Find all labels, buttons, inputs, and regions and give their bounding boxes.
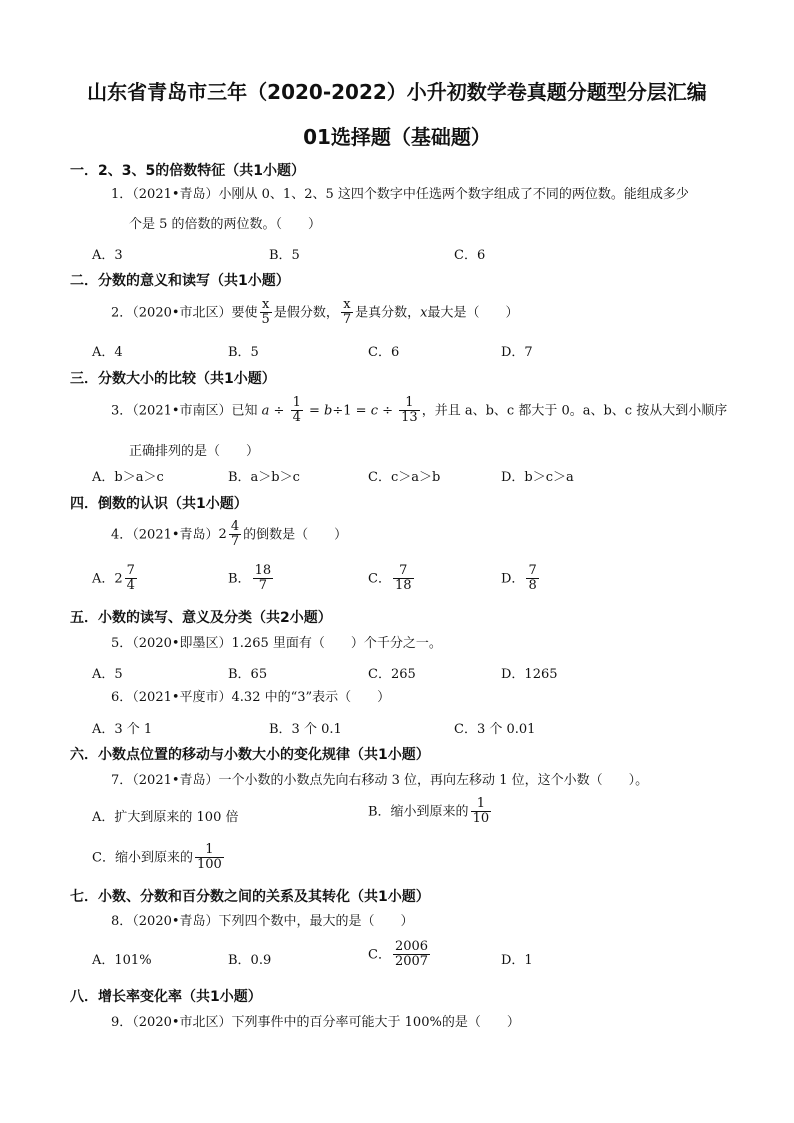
question-2 bbox=[111, 298, 518, 328]
q4-b-fraction bbox=[253, 564, 274, 594]
q4-d-fraction bbox=[526, 564, 538, 594]
q4-a-denominator: 4 bbox=[126, 578, 135, 594]
q4-option-c bbox=[368, 564, 416, 594]
q5-option-d: D．1265 bbox=[501, 667, 558, 682]
q4-fraction bbox=[229, 520, 241, 550]
q2-fraction-1 bbox=[260, 298, 272, 328]
q3-fraction-2 bbox=[399, 396, 420, 426]
q2-fraction-2 bbox=[341, 298, 353, 328]
q3-post: ，并且 a、b、c 都大于 0。a、b、c 按从大到小顺序 bbox=[421, 403, 728, 419]
section-heading-2: 二．分数的意义和读写（共1小题） bbox=[70, 273, 290, 289]
q2-f1-numerator: x bbox=[260, 298, 272, 313]
section-heading-5: 五．小数的读写、意义及分类（共2小题） bbox=[70, 610, 332, 626]
q5-option-a: A．5 bbox=[92, 667, 123, 682]
q4-d-label: D． bbox=[501, 571, 525, 587]
q6-option-b: B．3 个 0.1 bbox=[269, 722, 342, 737]
q8-c-fraction bbox=[393, 940, 430, 970]
q2-option-d: D．7 bbox=[501, 345, 533, 360]
question-1-line-1: 1．（2021•青岛）小刚从 0、1、2、5 这四个数字中任选两个数字组成了不同的两位数。能组成多少 bbox=[111, 187, 689, 202]
q3-div2: ÷ bbox=[377, 403, 398, 419]
q4-c-numerator: 7 bbox=[393, 564, 414, 579]
q3-c: c bbox=[370, 403, 378, 419]
q8-option-b: B．0.9 bbox=[228, 953, 272, 968]
q2-option-a: A．4 bbox=[92, 345, 123, 360]
q2-mid: 是假分数， bbox=[273, 305, 339, 321]
q7-option-a: A．扩大到原来的 100 倍 bbox=[92, 810, 239, 825]
q2-pre: 2．（2020•市北区）要使 bbox=[111, 305, 258, 321]
q8-c-label: C． bbox=[368, 947, 391, 963]
q4-pre: 4．（2021•青岛） bbox=[111, 527, 219, 543]
q4-a-fraction bbox=[125, 564, 137, 594]
q3-option-d: D．b＞c＞a bbox=[501, 470, 574, 485]
section-heading-1: 一．2、3、5的倍数特征（共1小题） bbox=[70, 163, 305, 179]
q4-numerator: 4 bbox=[230, 519, 240, 534]
q2-option-c: C．6 bbox=[368, 345, 400, 360]
q4-option-a bbox=[92, 564, 139, 594]
question-7: 7．（2021•青岛）一个小数的小数点先向右移动 3 位，再向左移动 1 位，这个小数（ ）。 bbox=[111, 773, 649, 788]
q4-b-label: B． bbox=[228, 571, 251, 587]
question-5: 5．（2020•即墨区）1.265 里面有（ ）个千分之一。 bbox=[111, 636, 442, 651]
q4-c-denominator: 18 bbox=[394, 578, 412, 594]
section-heading-6: 六．小数点位置的移动与小数大小的变化规律（共1小题） bbox=[70, 747, 430, 763]
q2-f1-denominator: 5 bbox=[261, 312, 270, 328]
q1-option-c: C．6 bbox=[454, 248, 486, 263]
q7-b-fraction bbox=[471, 797, 492, 827]
q1-option-a: A．3 bbox=[92, 248, 123, 263]
q4-c-fraction bbox=[393, 564, 414, 594]
q8-option-c bbox=[368, 940, 432, 970]
q4-whole: 2 bbox=[218, 526, 227, 542]
q5-option-b: B．65 bbox=[228, 667, 268, 682]
q4-b-numerator: 18 bbox=[254, 563, 272, 578]
q4-option-d bbox=[501, 564, 541, 594]
q6-option-c: C．3 个 0.01 bbox=[454, 722, 536, 737]
q3-div1: ÷ bbox=[269, 403, 289, 419]
q2-f2-denominator: 7 bbox=[342, 312, 352, 328]
q3-option-a: A．b＞a＞c bbox=[92, 470, 164, 485]
q3-pre: 3．（2021•市南区）已知 bbox=[111, 403, 262, 419]
q2-post-b: 最大是（ ） bbox=[427, 305, 519, 321]
q4-a-label: A． bbox=[92, 571, 115, 587]
q4-d-denominator: 8 bbox=[528, 578, 537, 594]
q4-denominator: 7 bbox=[230, 534, 240, 550]
question-4 bbox=[111, 520, 347, 550]
section-heading-4: 四．倒数的认识（共1小题） bbox=[70, 496, 248, 512]
q4-a-whole: 2 bbox=[114, 571, 123, 587]
q7-c-denominator: 100 bbox=[196, 857, 222, 873]
q5-option-c: C．265 bbox=[368, 667, 416, 682]
q3-mid2: ÷1 = bbox=[332, 403, 371, 419]
q8-c-numerator: 2006 bbox=[394, 939, 429, 954]
q7-b-label: B．缩小到原来的 bbox=[368, 804, 469, 820]
section-heading-8: 八．增长率变化率（共1小题） bbox=[70, 989, 262, 1005]
q3-option-b: B．a＞b＞c bbox=[228, 470, 300, 485]
q4-c-label: C． bbox=[368, 571, 391, 587]
q3-option-c: C．c＞a＞b bbox=[368, 470, 441, 485]
q4-option-b bbox=[228, 564, 275, 594]
q2-var: x bbox=[420, 305, 428, 321]
q3-f2-denominator: 13 bbox=[401, 410, 418, 426]
q3-a: a bbox=[261, 403, 270, 419]
question-8: 8．（2020•青岛）下列四个数中，最大的是（ ） bbox=[111, 914, 414, 929]
q7-c-label: C．缩小到原来的 bbox=[92, 850, 193, 866]
title-line-2: 01选择题（基础题） bbox=[303, 125, 491, 149]
q6-option-a: A．3 个 1 bbox=[92, 722, 153, 737]
q7-b-numerator: 1 bbox=[471, 797, 492, 812]
q8-option-d: D．1 bbox=[501, 953, 533, 968]
question-3 bbox=[111, 396, 727, 426]
q7-b-denominator: 10 bbox=[472, 811, 490, 827]
q3-fraction-1 bbox=[291, 396, 303, 426]
q1-option-b: B．5 bbox=[269, 248, 300, 263]
q7-c-numerator: 1 bbox=[195, 843, 224, 858]
q3-b: b bbox=[324, 403, 333, 419]
question-6: 6．（2021•平度市）4.32 中的“3”表示（ ） bbox=[111, 690, 391, 705]
q3-f2-numerator: 1 bbox=[399, 396, 420, 411]
q3-f1-denominator: 4 bbox=[292, 410, 301, 426]
q8-c-denominator: 2007 bbox=[394, 954, 429, 970]
question-1-line-2: 个是 5 的倍数的两位数。（ ） bbox=[129, 217, 322, 232]
q7-option-c bbox=[92, 843, 226, 873]
q7-c-fraction bbox=[195, 843, 224, 873]
question-9: 9．（2020•市北区）下列事件中的百分率可能大于 100%的是（ ） bbox=[111, 1015, 520, 1030]
section-heading-7: 七．小数、分数和百分数之间的关系及其转化（共1小题） bbox=[70, 889, 430, 905]
q2-f2-numerator: x bbox=[341, 298, 353, 313]
title-line-1: 山东省青岛市三年（2020-2022）小升初数学卷真题分题型分层汇编 bbox=[87, 80, 707, 104]
section-heading-3: 三．分数大小的比较（共1小题） bbox=[70, 371, 276, 387]
question-3-line-2: 正确排列的是（ ） bbox=[129, 444, 260, 459]
q4-d-numerator: 7 bbox=[528, 563, 537, 578]
q4-a-numerator: 7 bbox=[126, 563, 135, 578]
q4-post: 的倒数是（ ） bbox=[243, 527, 348, 543]
q3-mid1: = bbox=[304, 403, 325, 419]
q7-option-b bbox=[368, 797, 493, 827]
q2-post-a: 是真分数， bbox=[355, 305, 421, 321]
q2-option-b: B．5 bbox=[228, 345, 259, 360]
q8-option-a: A．101% bbox=[92, 953, 152, 968]
q4-b-denominator: 7 bbox=[258, 578, 267, 594]
q3-f1-numerator: 1 bbox=[292, 395, 301, 410]
